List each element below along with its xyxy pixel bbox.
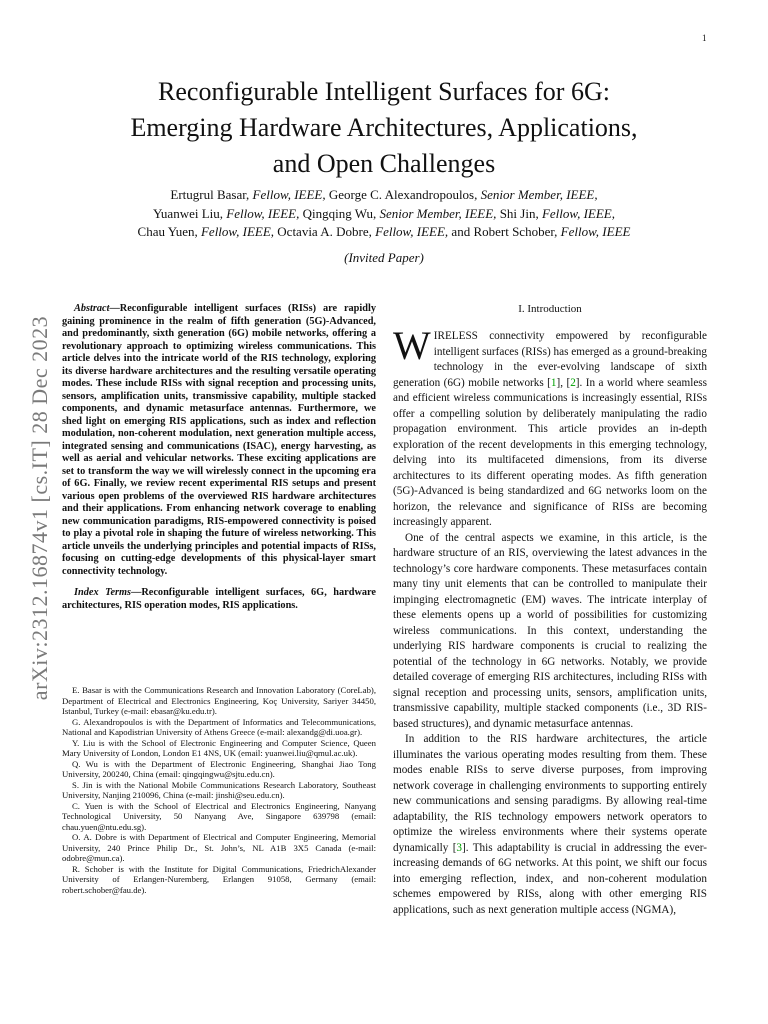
author-title: Fellow, IEEE (560, 224, 631, 239)
paper-title (60, 74, 708, 182)
affiliation-note: E. Basar is with the Communications Research and Innovation Laboratory (CoreLab), Department of Electrical and Electronics Engineering, Koç University, Sariyer 34450, Istanbul, Turkey (e-mail: ebasar@ku.edu.tr). (62, 685, 376, 716)
citation-link[interactable]: [ 2 ] (566, 377, 579, 389)
author-name: George C. Alexandropoulos, (328, 187, 478, 202)
index-terms (62, 587, 376, 612)
page-number: 1 (702, 33, 707, 43)
right-column (393, 303, 707, 918)
author-name: Ertugrul Basar, (170, 187, 250, 202)
author-name: Yuanwei Liu, (152, 205, 224, 221)
affiliation-note: Y. Liu is with the School of Electronic Engineering and Computer Science, Queen Mary University of London, London E1 4NS, UK (email: yuanwei.liu@qmul.ac.uk). (62, 737, 376, 758)
author-title: Fellow, IEEE, (226, 205, 300, 221)
paragraph-text: . This adaptability is crucial in addressing the ever-increasing demands of 6G networks. At this point, we shift our focus into emerging reflection, index, and non-coherent modulation schemes empowered by RISs, along with other emerging RIS applications, such as next generation multiple access (NGMA), (393, 841, 707, 916)
author-list (60, 186, 708, 242)
author-name: and Robert Schober, (451, 224, 558, 239)
author-name: Chau Yuen, (137, 224, 198, 239)
author-title: Senior Member, IEEE, (480, 187, 598, 202)
affiliation-note: O. A. Dobre is with Department of Electrical and Computer Engineering, Memorial University, 240 Prince Philip Dr., St. John’s, NL A1B 3X5 Canada (e-mail: odobre@mun.ca). (62, 832, 376, 863)
affiliation-note: R. Schober is with the Institute for Digital Communications, FriedrichAlexander University of Erlangen-Nuremberg, Erlangen 91058, Germany (email: robert.schober@fau.de). (62, 863, 376, 895)
citation-link[interactable]: [ 3 ] (453, 842, 466, 854)
left-column (62, 303, 376, 895)
affiliation-note: S. Jin is with the National Mobile Communications Research Laboratory, Southeast University, Nanjing 210096, China (e-mail: jinshi@seu.edu.cn). (62, 779, 376, 800)
author-title: Senior Member, IEEE, (379, 205, 497, 221)
paragraph-text: IRELESS connectivity empowered by reconfigurable intelligent surfaces (RISs) has emerged as a ground-breaking technology in the ever-evolving landscape of sixth generation (6G) mobile networks (393, 330, 707, 389)
affiliation-note: G. Alexandropoulos is with the Department of Informatics and Telecommunications, National and Kapodistrian University of Athens Greece (e-mail: alexandg@di.uoa.gr). (62, 716, 376, 737)
affiliation-footnotes (62, 685, 376, 895)
drop-cap: W (393, 323, 431, 368)
invited-paper-note: (Invited Paper) (344, 250, 424, 265)
author-title: Fellow, IEEE, (375, 224, 449, 239)
title-line: Reconfigurable Intelligent Surfaces for 6G: (158, 77, 610, 106)
author-title: Fellow, IEEE, (541, 205, 615, 221)
citation-link[interactable]: [ 1 ] (547, 377, 560, 389)
section-heading-introduction: I. Introduction (518, 303, 582, 315)
intro-paragraph (393, 323, 707, 531)
author-name: Qingqing Wu, (302, 205, 377, 221)
title-line: and Open Challenges (272, 149, 496, 178)
intro-paragraph (393, 732, 707, 918)
paragraph-text: In addition to the RIS hardware architectures, the article illuminates the various operating modes resulting from them. These modes enable RISs to serve diverse purposes, from improving network coverage in challenging environments to supporting entirely new communications and sensing paradigms. By allowing real-time adaptability, the RIS technology empowers network operators to optimize the wireless environments where their systems operate dynamically (393, 733, 707, 854)
title-line: Emerging Hardware Architectures, Applications, (130, 113, 638, 142)
abstract-label: Abstract (74, 303, 110, 314)
paragraph-text: , (560, 376, 567, 389)
index-terms-label: Index Terms (74, 587, 132, 598)
author-name: Octavia A. Dobre, (277, 224, 372, 239)
paragraph-text: . In a world where seamless and efficient wireless communications is increasingly essential, RISs offer a compelling solution by deliberately manipulating the radio propagation environment. This article provides an in-depth exploration of the recent developments in this emerging technology, delving into its multifaceted dimensions, from its diverse architectures to its different operating modes. As fifth generation (5G)-Advanced is being standardized and 6G networks loom on the horizon, the relevance and significance of RISs are becoming increasingly apparent. (393, 376, 707, 528)
author-title: Fellow, IEEE, (252, 187, 326, 202)
abstract-text: —Reconfigurable intelligent surfaces (RISs) are rapidly gaining prominence in the realm of fifth generation (5G)-Advanced, and predominantly, sixth generation (6G) mobile networks, offering a revolutionary approach to optimizing wireless communications. This article delves into the intricate world of the RIS technology, exploring its diverse hardware architectures and the resulting versatile operating modes. These include RISs with signal reception and processing units, sensors, amplification units, transmissive capability, multiple stacked components, and dynamic metasurface antennas. Furthermore, we shed light on emerging RIS applications, such as index and reflection modulation, non-coherent modulation, next generation multiple access, integrated sensing and communications (ISAC), energy harvesting, as well as aerial and vehicular networks. These exciting applications are set to transform the way we will wirelessly connect in the upcoming era of 6G. Finally, we review recent experimental RIS setups and present various open problems of the overviewed RIS hardware architectures and their applications. From enhancing network coverage to enabling new communication paradigms, RIS-empowered connectivity is poised to play a pivotal role in shaping the future of wireless networking. This article unveils the underlying principles and potential impacts of RISs, focusing on cutting-edge developments of this physical-layer smart connectivity technology. (62, 303, 376, 577)
author-name: Shi Jin, (499, 205, 539, 221)
intro-paragraph: One of the central aspects we examine, in this article, is the hardware structure of an RIS, overviewing the latest advances in the technology’s core hardware components. These metasurfaces contain many tiny unit elements that can be controlled to manipulate their impinging electromagnetic (EM) waves. The intricate interplay of these elements opens up a world of possibilities for customizing wireless communications. In this context, understanding the underlying RIS hardware components is crucial to realizing the potential of the technology in 6G networks. Notably, we provide detailed coverage of emerging RIS architectures, including RISs with signal reception and processing units, sensors, amplification units, transmissive capability, multiple stacked components (i.e., 3D RIS-based structures), and dynamic metasurface antennas. (393, 531, 707, 730)
affiliation-note: Q. Wu is with the Department of Electronic Engineering, Shanghai Jiao Tong University, 200240, China (email: qingqingwu@sjtu.edu.cn). (62, 758, 376, 779)
introduction-body (393, 323, 707, 918)
abstract (62, 303, 376, 578)
author-title: Fellow, IEEE, (200, 224, 275, 239)
index-terms-text: —Reconfigurable intelligent surfaces, 6G, hardware architectures, RIS operation modes, RIS applications. (62, 587, 376, 611)
arxiv-identifier-stamp: arXiv:2312.16874v1 [cs.IT] 28 Dec 2023 (27, 315, 52, 701)
affiliation-note: C. Yuen is with the School of Electrical and Electronics Engineering, Nanyang Technological University, 50 Nanyang Ave, Singapore 639798 (email: chau.yuen@ntu.edu.sg). (62, 800, 376, 832)
